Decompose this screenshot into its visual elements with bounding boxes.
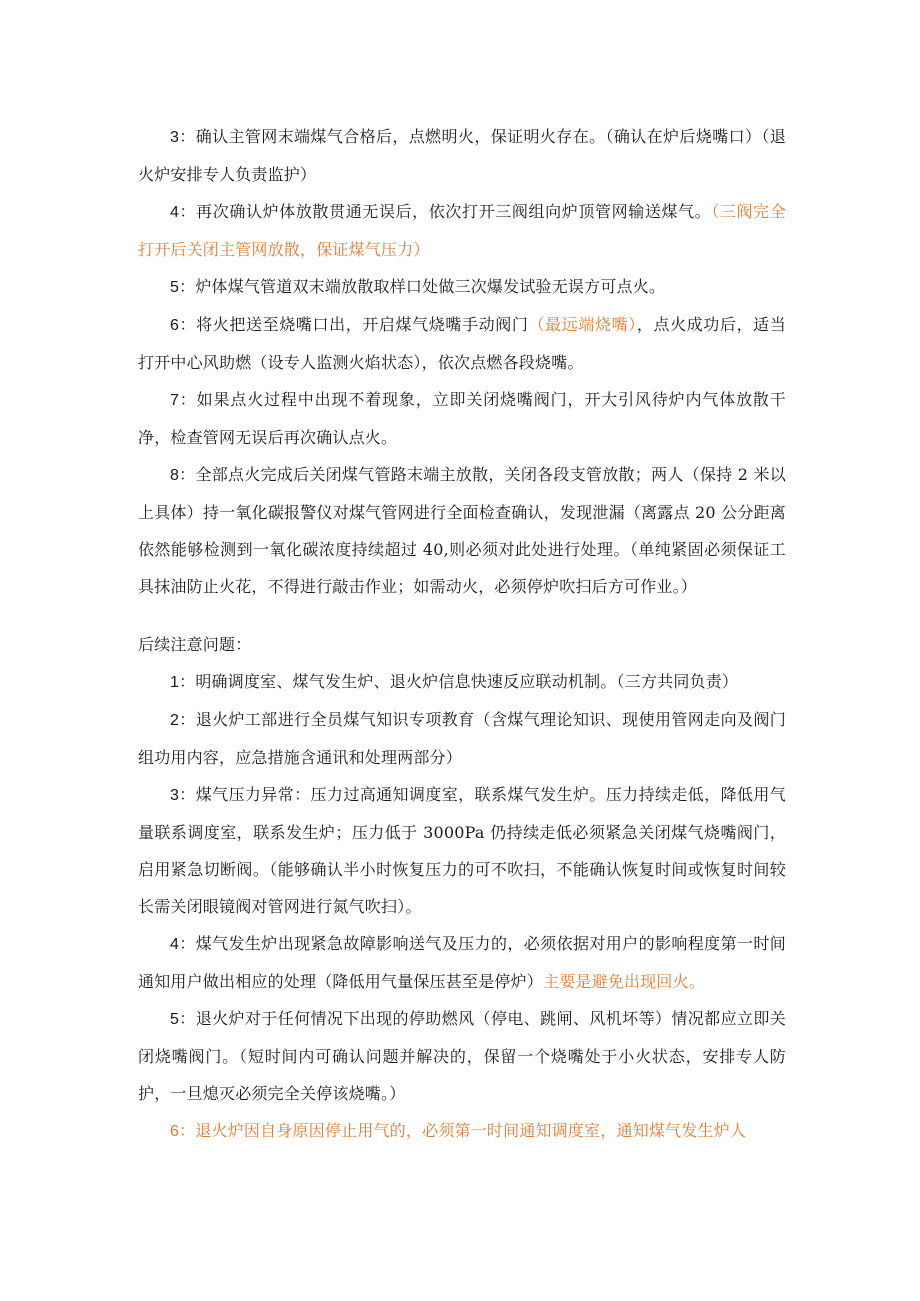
note-highlight: 退火炉因自身原因停止用气的，必须第一时间通知调度室，通知煤气发生炉人 (195, 1121, 747, 1140)
step-5 (138, 268, 786, 306)
note-number: 4： (170, 936, 196, 953)
note-number: 2： (170, 712, 196, 729)
note-number: 1： (170, 674, 196, 691)
note-4 (138, 925, 786, 1000)
note-number: 6： (170, 1123, 196, 1140)
step-text: 再次确认炉体放散贯通无误后，依次打开三阀组向炉顶管网输送煤气。 (196, 202, 712, 221)
section-title: 后续注意问题： (138, 635, 252, 654)
note-number: 5： (170, 1011, 196, 1028)
note-number: 3： (170, 787, 196, 804)
step-text: 确认主管网末端煤气合格后，点燃明火，保证明火存在。（确认在炉后烧嘴口）（退火炉安排专人负责监护） (138, 127, 786, 184)
document-page (138, 118, 786, 1150)
step-number: 3： (170, 129, 196, 146)
step-text: 将火把送至烧嘴口出，开启煤气烧嘴手动阀门 (196, 315, 529, 334)
note-5 (138, 1000, 786, 1112)
step-highlight: （三阀完全打开后关闭主管网放散，保证煤气压力） (138, 202, 786, 259)
note-1 (138, 663, 786, 701)
note-6 (138, 1112, 786, 1150)
step-text-after: ，点火成功后，适当打开中心风助燃（设专人监测火焰状态），依次点燃各段烧嘴。 (138, 315, 786, 372)
step-number: 4： (170, 204, 197, 221)
step-number: 8： (170, 467, 196, 484)
note-2 (138, 701, 786, 776)
note-3 (138, 776, 786, 925)
step-text: 炉体煤气管道双末端放散取样口处做三次爆发试验无误方可点火。 (195, 277, 666, 296)
step-8 (138, 456, 786, 605)
note-highlight: 主要是避免出现回火。 (543, 972, 706, 991)
step-text: 如果点火过程中出现不着现象，立即关闭烧嘴阀门，开大引风待炉内气体放散干净，检查管网无误后再次确认点火。 (138, 390, 786, 447)
step-7 (138, 381, 786, 456)
step-3 (138, 118, 786, 193)
note-text: 退火炉工部进行全员煤气知识专项教育（含煤气理论知识、现使用管网走向及阀门组功用内容，应急措施含通讯和处理两部分） (138, 710, 786, 767)
step-highlight: （最远端烧嘴） (528, 315, 637, 334)
note-text: 煤气发生炉出现紧急故障影响送气及压力的，必须依据对用户的影响程度第一时间通知用户做出相应的处理（降低用气量保压甚至是停炉） (138, 934, 786, 991)
note-text: 明确调度室、煤气发生炉、退火炉信息快速反应联动机制。（三方共同负责） (195, 672, 739, 691)
note-text: 退火炉对于任何情况下出现的停助燃风（停电、跳闸、风机坏等）情况都应立即关闭烧嘴阀门。（短时间内可确认问题并解决的，保留一个烧嘴处于小火状态，安排专人防护，一旦熄灭必须完全关停该烧嘴。） (138, 1009, 786, 1103)
step-text: 全部点火完成后关闭煤气管路末端主放散，关闭各段支管放散；两人（保持 2 米以上具体）持一氧化碳报警仪对煤气管网进行全面检查确认，发现泄漏（离露点 20 公分距离依然能够检测到一氧化碳浓度持续超过 40,则必须对此处进行处理。（单纯紧固必须保证工具抹油防止火花，不得进行敲击作业；如需动火，必须停炉吹扫后方可作业。） (138, 465, 786, 596)
step-6 (138, 306, 786, 381)
step-number: 7： (170, 392, 197, 409)
step-4 (138, 193, 786, 268)
step-number: 6： (170, 317, 197, 334)
note-text: 煤气压力异常：压力过高通知调度室，联系煤气发生炉。压力持续走低，降低用气量联系调度室，联系发生炉；压力低于 3000Pa 仍持续走低必须紧急关闭煤气烧嘴阀门，启用紧急切断阀。（能够确认半小时恢复压力的可不吹扫，不能确认恢复时间或恢复时间较长需关闭眼镜阀对管网进行氮气吹扫）。 (138, 785, 786, 916)
step-number: 5： (170, 279, 196, 296)
